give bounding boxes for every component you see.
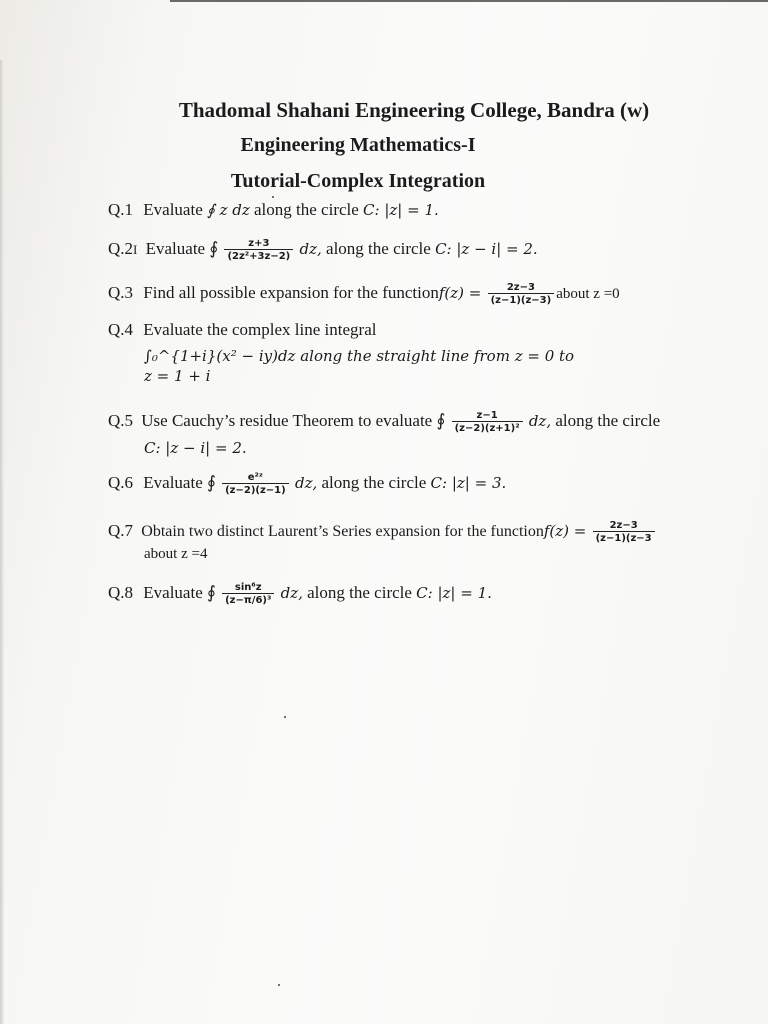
subject-title: Engineering Mathematics-I xyxy=(240,134,476,156)
question-8 xyxy=(108,582,492,606)
math-expression: dz, xyxy=(299,239,322,258)
fraction xyxy=(222,472,289,496)
paper-edge-left xyxy=(0,60,4,1024)
question-4 xyxy=(108,320,376,340)
fraction-numerator: e²ᶻ xyxy=(247,472,264,483)
paper-speck xyxy=(284,716,286,718)
question-text: along the circle xyxy=(254,200,359,219)
question-number: Q.4 xyxy=(108,320,134,339)
question-4-line-2 xyxy=(144,346,574,366)
question-text: along the circle xyxy=(321,472,427,492)
fraction-numerator: z−1 xyxy=(476,410,498,421)
question-number: Q.1 xyxy=(108,200,134,219)
fraction-denominator: (2z²+3z−2) xyxy=(224,249,293,262)
question-4-line-3 xyxy=(144,366,210,386)
question-number: Q.2 xyxy=(108,238,134,258)
question-text: Use Cauchy’s residue Theorem to evaluate ∮ xyxy=(141,410,446,430)
fraction-denominator: (z−1)(z−3) xyxy=(488,293,555,306)
paper-edge-top xyxy=(170,0,768,2)
math-expression: z = 1 + i xyxy=(144,367,211,385)
question-text: Evaluate the complex line integral xyxy=(143,320,377,339)
paper-speck xyxy=(272,196,274,198)
fraction xyxy=(224,238,293,262)
question-2 xyxy=(108,238,538,262)
math-expression: dz, xyxy=(280,583,303,602)
fraction xyxy=(452,410,523,434)
question-number: Q.3 xyxy=(108,282,134,302)
question-text: Obtain two distinct Laurent’s Series expansion for the function xyxy=(141,522,544,540)
math-expression: f(z) = xyxy=(543,521,587,540)
question-text: Find all possible expansion for the function xyxy=(143,282,439,302)
fraction xyxy=(488,282,555,306)
math-expression: C: |z| = 1. xyxy=(416,583,492,602)
question-text: Evaluate ∮ xyxy=(143,582,216,602)
question-text: Evaluate ∮ xyxy=(145,238,219,258)
question-1 xyxy=(108,200,439,220)
question-5-line-2 xyxy=(144,438,247,458)
fraction-denominator: (z−2)(z+1)² xyxy=(452,421,523,434)
question-3 xyxy=(108,282,620,306)
fraction-numerator: 2z−3 xyxy=(609,520,638,531)
fraction xyxy=(593,520,655,544)
question-text: along the circle xyxy=(326,238,431,258)
math-expression: dz, xyxy=(528,411,552,430)
math-expression: C: |z| = 1. xyxy=(363,201,439,219)
question-text: about z =0 xyxy=(556,285,620,302)
tutorial-title: Tutorial-Complex Integration xyxy=(230,170,486,192)
fraction-denominator: (z−π/6)³ xyxy=(222,593,274,606)
fraction-numerator: 2z−3 xyxy=(506,282,535,293)
question-7-line-2: about z =4 xyxy=(144,546,208,562)
question-6 xyxy=(108,472,506,496)
question-5 xyxy=(108,410,660,434)
question-text: Evaluate xyxy=(143,200,203,219)
math-expression: dz, xyxy=(294,473,318,492)
math-expression: C: |z| = 3. xyxy=(430,473,507,492)
question-text: Evaluate ∮ xyxy=(143,472,216,492)
math-expression: ∫₀^{1+i}(x² − iy)dz along the straight line from z = 0 to xyxy=(144,347,575,365)
paper-speck xyxy=(278,984,280,986)
question-7 xyxy=(108,520,657,544)
fraction xyxy=(222,582,274,606)
college-title: Thadomal Shahani Engineering College, Bandra (w) xyxy=(178,98,650,122)
math-expression: ∮ z dz xyxy=(207,201,250,219)
fraction-denominator: (z−1)(z−3 xyxy=(593,531,655,544)
fraction-numerator: z+3 xyxy=(248,238,270,249)
math-expression: C: |z − i| = 2. xyxy=(144,439,247,457)
question-text: along the circle xyxy=(555,410,661,430)
question-number: Q.6 xyxy=(108,472,134,492)
stray-mark: I xyxy=(133,241,138,257)
math-expression: f(z) = xyxy=(438,283,482,302)
math-expression: C: |z − i| = 2. xyxy=(435,239,538,258)
fraction-numerator: sin⁶z xyxy=(234,582,262,593)
question-number: Q.7 xyxy=(108,520,134,540)
question-number: Q.5 xyxy=(108,410,134,430)
question-number: Q.8 xyxy=(108,582,134,602)
question-text: along the circle xyxy=(307,582,412,602)
fraction-denominator: (z−2)(z−1) xyxy=(222,483,289,496)
